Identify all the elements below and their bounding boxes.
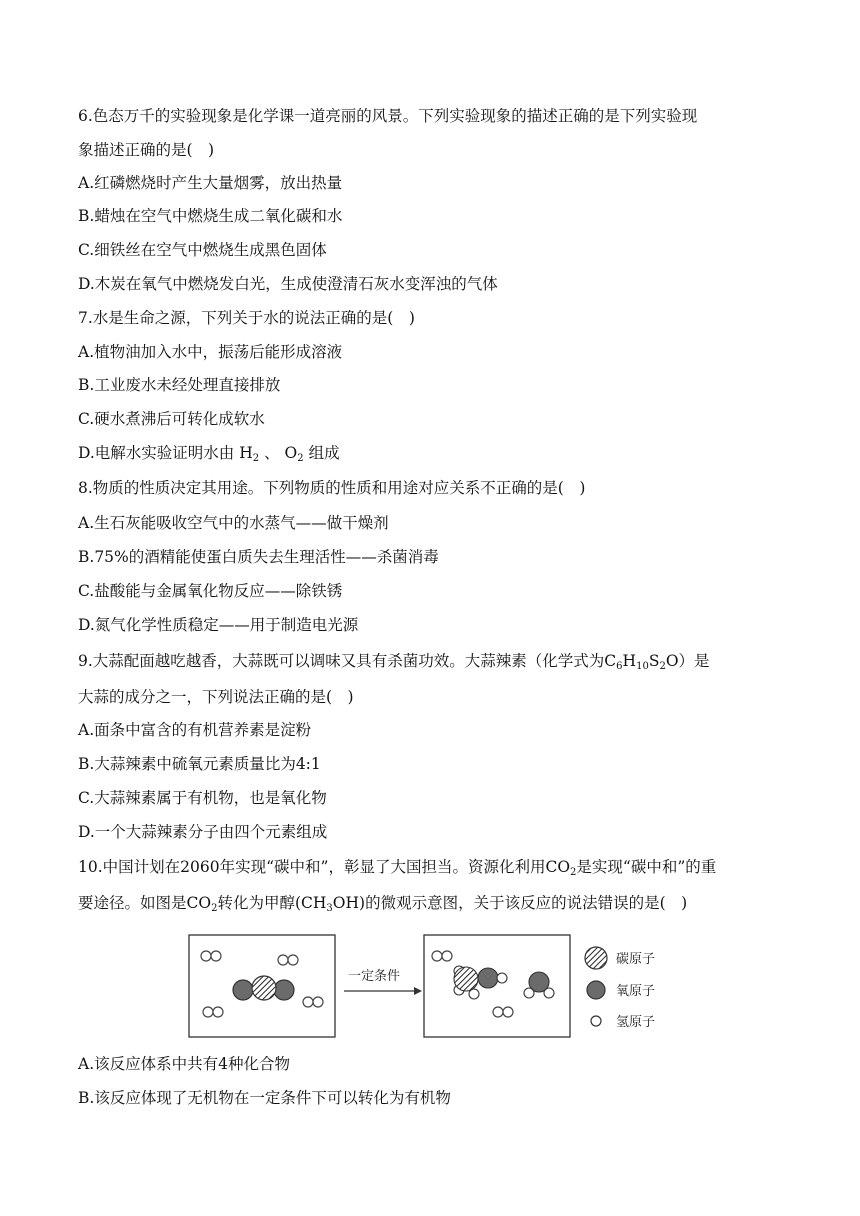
formula-allicin: $C_6H_{10}S_2O$ — [604, 652, 679, 672]
q9-option-d: D.一个大蒜辣素分子由四个元素组成 — [78, 823, 328, 841]
q7-stem: 7.水是生命之源，下列关于水的说法正确的是( ) — [78, 309, 415, 327]
q6-stem-line1: 6.色态万千的实验现象是化学课一道亮丽的风景。下列实验现象的描述正确的是下列实验现 — [78, 107, 698, 125]
q8-option-c: C.盐酸能与金属氧化物反应——除铁锈 — [78, 582, 343, 600]
q10-stem-line1 — [78, 856, 716, 878]
q10-line2-post: )的微观示意图，关于该反应的说法错误的是( ) — [359, 894, 688, 912]
reaction-diagram — [188, 932, 678, 1042]
q9-stem-line1 — [78, 650, 710, 672]
q10-stem-line2 — [78, 892, 687, 914]
co2-molecule — [233, 976, 294, 1000]
q10-line1-pre: 10.中国计划在2060年实现“碳中和”，彰显了大国担当。资源化利用 — [78, 858, 546, 876]
q6-option-c: C.细铁丝在空气中燃烧生成黑色固体 — [78, 241, 327, 259]
q7-option-a: A.植物油加入水中，振荡后能形成溶液 — [78, 343, 343, 361]
legend-carbon: 碳原子 — [616, 952, 656, 967]
q6-option-d: D.木炭在氧气中燃烧发白光，生成使澄清石灰水变浑浊的气体 — [78, 275, 498, 293]
q7-option-d-pre: D.电解水实验证明水由 — [78, 444, 235, 462]
formula-co2: $CO_2$ — [545, 858, 577, 878]
legend-oxygen: 氧原子 — [616, 984, 656, 999]
q10-line1-post: 是实现“碳中和”的重 — [576, 858, 717, 876]
q10-line2-pre: 要途径。如图是 — [78, 894, 187, 912]
formula-o2: $O_2$ — [284, 444, 304, 464]
q9-option-c: C.大蒜辣素属于有机物，也是氧化物 — [78, 789, 327, 807]
q8-option-b: B.75%的酒精能使蛋白质失去生理活性——杀菌消毒 — [78, 548, 439, 566]
q10-option-a: A.该反应体系中共有4种化合物 — [78, 1055, 290, 1073]
q6-stem-line2: 象描述正确的是( ) — [78, 141, 215, 159]
q10-line2-mid: 转化为甲醇( — [217, 894, 302, 912]
q6-option-b: B.蜡烛在空气中燃烧生成二氧化碳和水 — [78, 207, 343, 225]
q9-option-a: A.面条中富含的有机营养素是淀粉 — [78, 721, 312, 739]
q9-stem-line2: 大蒜的成分之一，下列说法正确的是( ) — [78, 688, 354, 706]
q9-stem-post: ）是 — [678, 652, 710, 670]
q7-option-b: B.工业废水未经处理直接排放 — [78, 376, 281, 394]
formula-methanol: $CH_3OH$ — [301, 894, 360, 914]
q6-option-a: A.红磷燃烧时产生大量烟雾，放出热量 — [78, 174, 343, 192]
q7-option-c: C.硬水煮沸后可转化成软水 — [78, 410, 265, 428]
q8-stem: 8.物质的性质决定其用途。下列物质的性质和用途对应关系不正确的是( ) — [78, 479, 586, 497]
legend-hydrogen: 氢原子 — [616, 1015, 656, 1030]
formula-h2: $H_2$ — [239, 444, 260, 464]
legend — [585, 947, 655, 1030]
q8-option-a: A.生石灰能吸收空气中的水蒸气——做干燥剂 — [78, 514, 389, 532]
q9-option-b: B.大蒜辣素中硫氧元素质量比为4:1 — [78, 755, 321, 773]
q7-option-d-sep: 、 — [264, 444, 280, 462]
reaction-diagram-svg — [188, 932, 678, 1042]
q8-option-d: D.氮气化学性质稳定——用于制造电光源 — [78, 616, 359, 634]
arrow-label: 一定条件 — [348, 969, 401, 984]
carbon-atom-icon — [585, 947, 607, 969]
oxygen-atom-icon — [587, 981, 605, 999]
q10-option-b: B.该反应体现了无机物在一定条件下可以转化为有机物 — [78, 1089, 451, 1107]
formula-co2-b: $CO_2$ — [186, 894, 218, 914]
hydrogen-atom-icon — [591, 1016, 601, 1026]
q9-stem-pre: 9.大蒜配面越吃越香，大蒜既可以调味又具有杀菌功效。大蒜辣素（化学式为 — [78, 652, 605, 670]
q7-option-d — [78, 442, 340, 464]
q7-option-d-post: 组成 — [308, 444, 340, 462]
